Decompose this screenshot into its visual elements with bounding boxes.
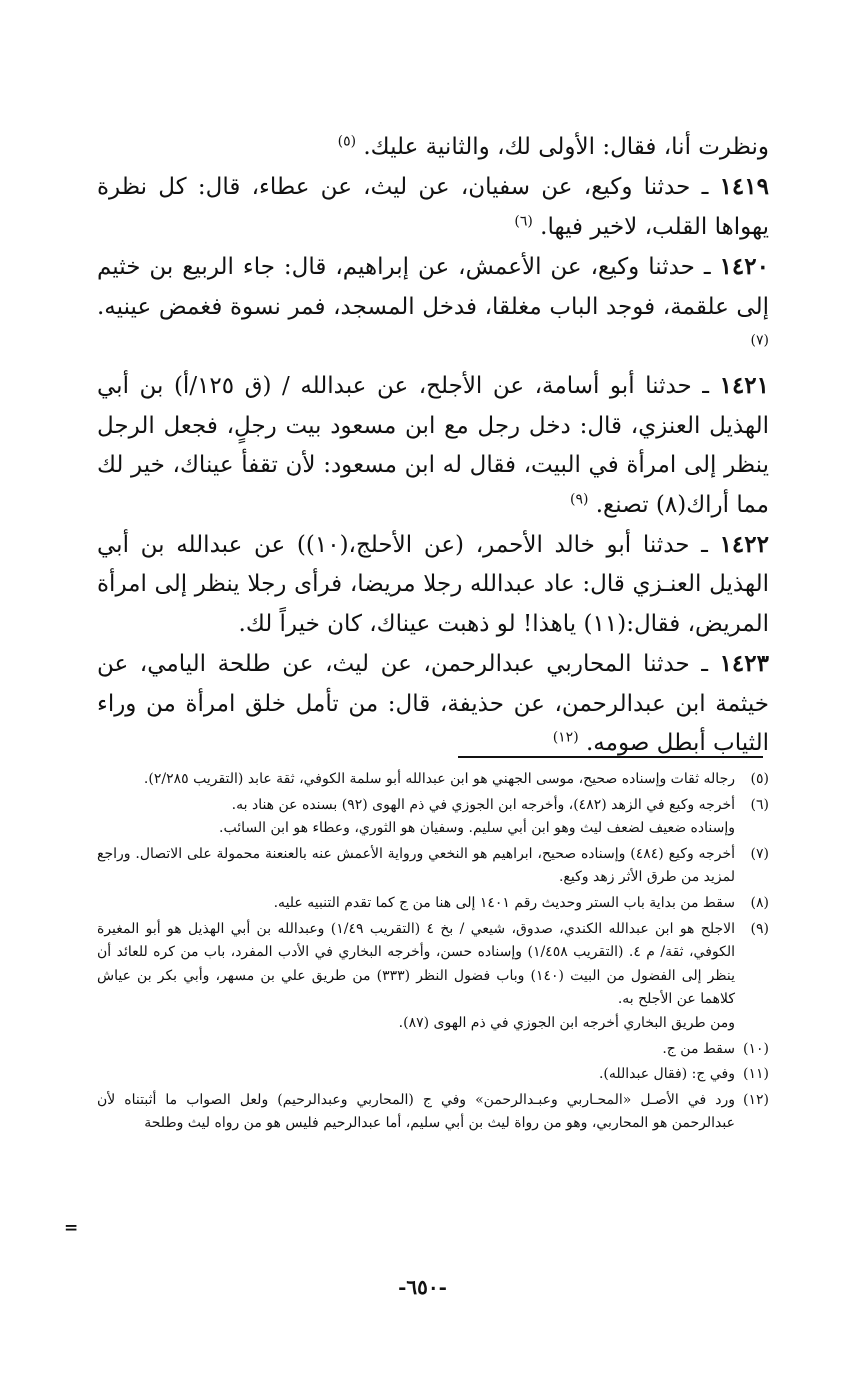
footnote-line: سقط من ج. bbox=[662, 1040, 735, 1057]
footnote-body bbox=[97, 768, 735, 792]
hadith-1419 bbox=[97, 167, 769, 247]
footnotes bbox=[97, 768, 769, 1138]
footnote-11 bbox=[97, 1063, 769, 1087]
footnote-7 bbox=[97, 843, 769, 890]
hadith-1423 bbox=[97, 644, 769, 763]
footnote-number: (١٠) bbox=[743, 1040, 769, 1057]
footnote-body bbox=[97, 892, 735, 916]
footnote-separator bbox=[458, 756, 763, 758]
paragraph-text: ونظرت أنا، فقال: الأولى لك، والثانية عليك. bbox=[363, 134, 769, 160]
footnote-number: (٩) bbox=[750, 920, 769, 937]
hadith-text: ـ حدثنا أبو خالد الأحمر، (عن الأحلج،(١٠)) عن عبدالله بن أبي الهذيل العنـزي قال: عاد عبدالله رجلا مريضا، فرأى رجلا ينظر إلى امرأة المريض، فقال:(١١) ياهذا! لو ذهبت عيناك، كان خيراً لك. bbox=[97, 532, 769, 637]
footnote-body bbox=[97, 918, 735, 1036]
hadith-text: ـ حدثنا وكيع، عن سفيان، عن ليث، عن عطاء، قال: كل نظرة يهواها القلب، لاخير فيها. bbox=[97, 174, 769, 240]
hadith-number: ١٤٢٠ bbox=[719, 253, 769, 281]
footnote-line: سقط من بداية باب الستر وحديث رقم ١٤٠١ إلى هنا من ج كما تقدم التنبيه عليه. bbox=[273, 894, 735, 911]
footnote-number: (١١) bbox=[743, 1066, 769, 1083]
hadith-number: ١٤٢٢ bbox=[719, 531, 769, 559]
footnote-number: (٥) bbox=[750, 771, 769, 787]
footnote-body bbox=[97, 1089, 735, 1136]
footnote-5 bbox=[97, 768, 769, 792]
footnote-9 bbox=[97, 918, 769, 1036]
footnote-line: أخرجه وكيع في الزهد (٤٨٢)، وأخرجه ابن الجوزي في ذم الهوى (٩٢) بسنده عن هناد به. bbox=[231, 796, 735, 813]
hadith-number: ١٤٢١ bbox=[719, 372, 770, 400]
footnote-ref: (٥) bbox=[337, 133, 357, 150]
footnote-ref: (٩) bbox=[569, 491, 589, 507]
footnote-number: (٧) bbox=[750, 845, 769, 862]
paragraph-continuation bbox=[97, 128, 769, 167]
footnote-ref: (١٢) bbox=[552, 729, 579, 746]
hadith-number: ١٤١٩ bbox=[719, 173, 769, 201]
footnote-line: الاجلح هو ابن عبدالله الكندي، صدوق، شيعي / بخ ٤ (التقريب ١/٤٩) وعبدالله بن أبي الهذيل هو أبو المغيرة الكوفي، ثقة/ م ٤. (التقريب ١/٤٥٨) وإسناده حسن، وأخرجه البخاري في الأدب المفرد، باب من كره للعائد أن ينظر إلى الفضول من البيت (١٤٠) وباب فضول النظر (٣٣٣) من طريق علي بن مسهر، وأبي بكر بن عياش كلاهما عن الأجلح به. bbox=[97, 920, 736, 1008]
hadith-text: ـ حدثنا المحاربي عبدالرحمن، عن ليث، عن طلحة اليامي، عن خيثمة ابن عبدالرحمن، عن حذيفة، قال: من تأمل خلق امرأة من وراء الثياب أبطل صومه. bbox=[97, 651, 769, 757]
hadith-1421 bbox=[97, 366, 769, 525]
footnote-6 bbox=[97, 794, 769, 841]
footnote-10 bbox=[97, 1038, 769, 1062]
footnote-12 bbox=[97, 1089, 769, 1136]
footnote-ref: (٧) bbox=[750, 332, 769, 349]
footnote-line: أخرجه وكيع (٤٨٤) وإسناده صحيح، ابراهيم هو النخعي ورواية الأعمش عنه بالعنعنة محمولة على الاتصال. وراجع لمزيد من طرق الأثر زهد وكيع. bbox=[97, 845, 735, 886]
main-text bbox=[97, 128, 769, 764]
footnote-line: ومن طريق البخاري أخرجه ابن الجوزي في ذم الهوى (٨٧). bbox=[398, 1014, 735, 1031]
page-number: -٦٥٠- bbox=[398, 1275, 447, 1299]
hadith-1420 bbox=[97, 247, 769, 366]
footnote-number: (٦) bbox=[750, 796, 769, 813]
footnote-line: وإسناده ضعيف لضعف ليث وهو ابن أبي سليم. وسفيان هو الثوري، وعطاء هو ابن السائب. bbox=[219, 820, 735, 837]
hadith-number: ١٤٢٣ bbox=[719, 650, 769, 678]
continuation-mark: = bbox=[64, 1218, 79, 1238]
footnote-number: (٨) bbox=[750, 894, 769, 911]
footnote-body bbox=[97, 1038, 735, 1062]
footnote-line: وفي ج: (فقال عبدالله). bbox=[598, 1066, 735, 1083]
footnote-line: رجاله ثقات وإسناده صحيح، موسى الجهني هو ابن عبدالله أبو سلمة الكوفي، ثقة عابد (التقريب ٢/٢٨٥). bbox=[143, 771, 735, 787]
footnote-ref: (٦) bbox=[514, 213, 533, 230]
footnote-body bbox=[97, 794, 735, 841]
footnote-body bbox=[97, 843, 735, 890]
hadith-text: ـ حدثنا وكيع، عن الأعمش، عن إبراهيم، قال: جاء الربيع بن خثيم إلى علقمة، فوجد الباب مغلقا، فدخل المسجد، فمر نسوة فغمض عينيه. bbox=[97, 254, 769, 320]
hadith-1422 bbox=[97, 525, 769, 644]
footnote-8 bbox=[97, 892, 769, 916]
hadith-text: ـ حدثنا أبو أسامة، عن الأجلح، عن عبدالله / (ق ١٢٥/أ) بن أبي الهذيل العنزي، قال: دخل رجل مع ابن مسعود بيت رجلٍ، فجعل الرجل ينظر إلى امرأة في البيت، فقال له ابن مسعود: لأن تقفأ عيناك، خير لك مما أراك(٨) تصنع. bbox=[97, 373, 769, 518]
footnote-line: ورد في الأصـل «المحـاربي وعبـدالرحمن» وفي ج (المحاربي وعبدالرحيم) ولعل الصواب ما أثبتناه لأن عبدالرحمن هو المحاربي، وهو من رواة ليث بن أبي سليم، أما عبدالرحيم فليس هو من رواه ليث وطلحة bbox=[97, 1091, 735, 1132]
footnote-body bbox=[97, 1063, 735, 1087]
footnote-number: (١٢) bbox=[743, 1091, 769, 1108]
